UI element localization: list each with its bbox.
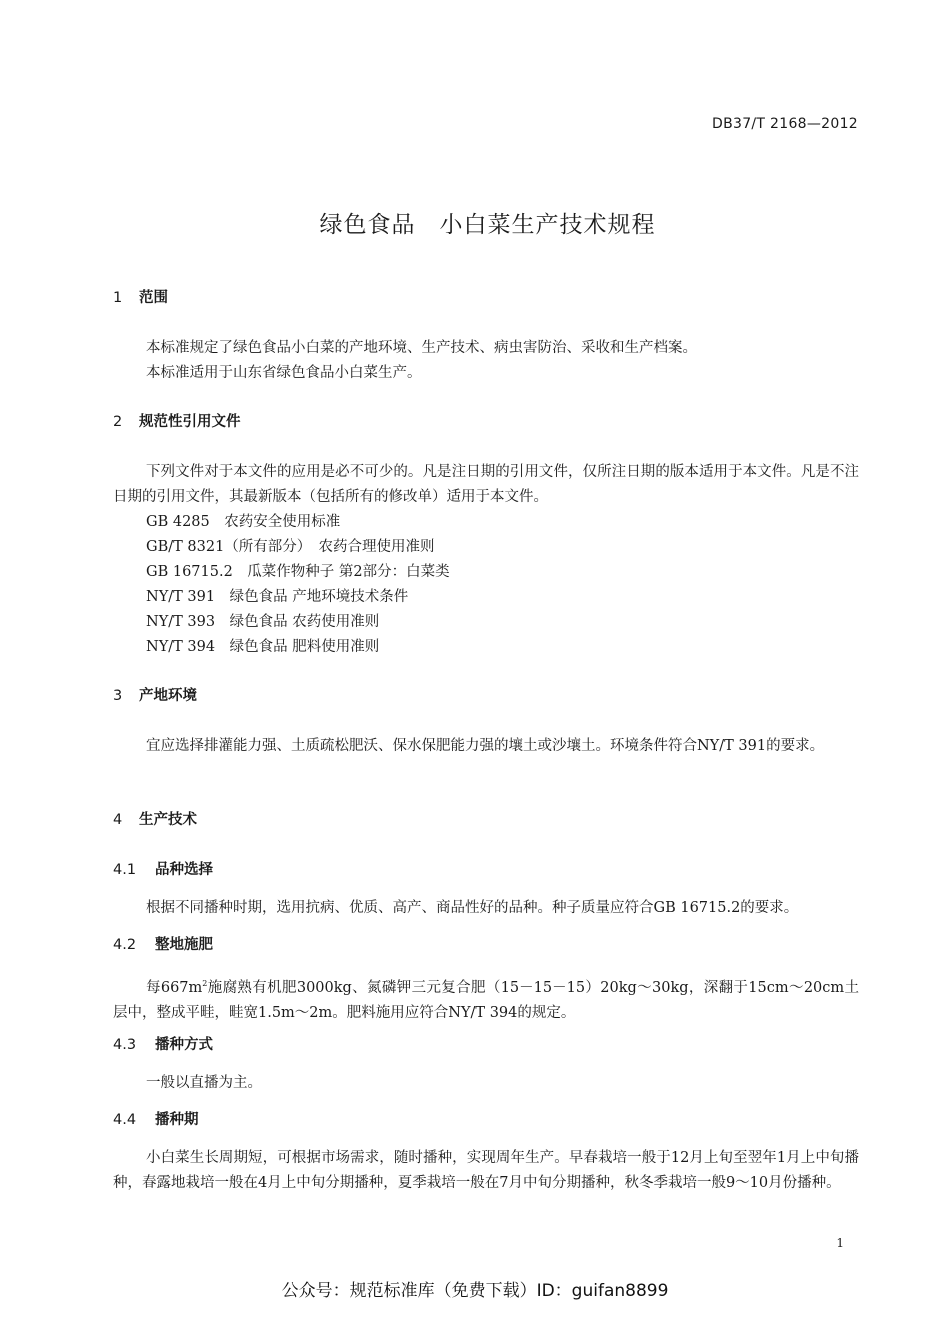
page-number: 1 <box>836 1236 844 1250</box>
text-part: 施腐熟有机肥3000kg、氮磷钾三元复合肥（15－15－15）20kg～30kg，深翻于15cm～20cm土层中，整成平畦，畦宽1.5m～2m。肥料施用应符合NY/T 394的规定。 <box>113 979 859 1021</box>
section-number: 2 <box>113 414 123 430</box>
section-1-paragraph-2: 本标准适用于山东省绿色食品小白菜生产。 <box>146 365 422 381</box>
section-4-3-paragraph: 一般以直播为主。 <box>146 1075 262 1091</box>
reference-item: NY/T 391 绿色食品 产地环境技术条件 <box>146 589 409 605</box>
section-title: 生产技术 <box>139 812 197 828</box>
reference-item: GB 16715.2 瓜菜作物种子 第2部分：白菜类 <box>146 564 450 580</box>
footer-watermark: 公众号：规范标准库（免费下载）ID：guifan8899 <box>281 1281 669 1301</box>
reference-item: NY/T 394 绿色食品 肥料使用准则 <box>146 639 380 655</box>
section-number: 4.4 <box>113 1112 137 1128</box>
section-4-2-heading <box>113 935 213 955</box>
section-number: 4 <box>113 812 123 828</box>
section-number: 4.3 <box>113 1037 137 1053</box>
reference-item: GB/T 8321（所有部分） 农药合理使用准则 <box>146 539 435 555</box>
section-title: 规范性引用文件 <box>139 414 241 430</box>
section-number: 3 <box>113 688 123 704</box>
section-4-heading <box>113 810 197 830</box>
document-code: DB37/T 2168—2012 <box>712 116 858 132</box>
section-number: 4.1 <box>113 862 137 878</box>
reference-item: GB 4285 农药安全使用标准 <box>146 514 341 530</box>
section-title: 品种选择 <box>155 862 213 878</box>
section-1-heading <box>113 288 168 308</box>
superscript: 2 <box>202 979 208 988</box>
section-2-heading <box>113 412 241 432</box>
section-number: 1 <box>113 290 123 306</box>
section-4-1-paragraph: 根据不同播种时期，选用抗病、优质、高产、商品性好的品种。种子质量应符合GB 16715.2的要求。 <box>146 900 799 916</box>
section-1-paragraph-1: 本标准规定了绿色食品小白菜的产地环境、生产技术、病虫害防治、采收和生产档案。 <box>146 340 697 356</box>
section-4-3-heading <box>113 1035 213 1055</box>
section-title: 播种方式 <box>155 1037 213 1053</box>
section-2-intro: 下列文件对于本文件的应用是必不可少的。凡是注日期的引用文件，仅所注日期的版本适用于本文件。凡是不注日期的引用文件，其最新版本（包括所有的修改单）适用于本文件。 <box>113 464 859 505</box>
section-4-4-heading <box>113 1110 199 1130</box>
section-title: 产地环境 <box>139 688 197 704</box>
section-number: 4.2 <box>113 937 137 953</box>
section-4-1-heading <box>113 860 213 880</box>
section-title: 整地施肥 <box>155 937 213 953</box>
section-title: 范围 <box>139 290 168 306</box>
document-title: 绿色食品 小白菜生产技术规程 <box>319 212 656 238</box>
text-part: 每667m <box>146 979 203 996</box>
section-4-2-paragraph <box>113 971 859 1026</box>
section-3-paragraph: 宜应选择排灌能力强、土质疏松肥沃、保水保肥能力强的壤土或沙壤土。环境条件符合NY/T 391的要求。 <box>146 738 825 754</box>
reference-item: NY/T 393 绿色食品 农药使用准则 <box>146 614 380 630</box>
section-3-heading <box>113 686 197 706</box>
section-4-4-paragraph: 小白菜生长周期短，可根据市场需求，随时播种，实现周年生产。早春栽培一般于12月上旬至翌年1月上中旬播种，春露地栽培一般在4月上中旬分期播种，夏季栽培一般在7月中旬分期播种，秋冬季栽培一般9～10月份播种。 <box>113 1150 859 1191</box>
section-title: 播种期 <box>155 1112 199 1128</box>
